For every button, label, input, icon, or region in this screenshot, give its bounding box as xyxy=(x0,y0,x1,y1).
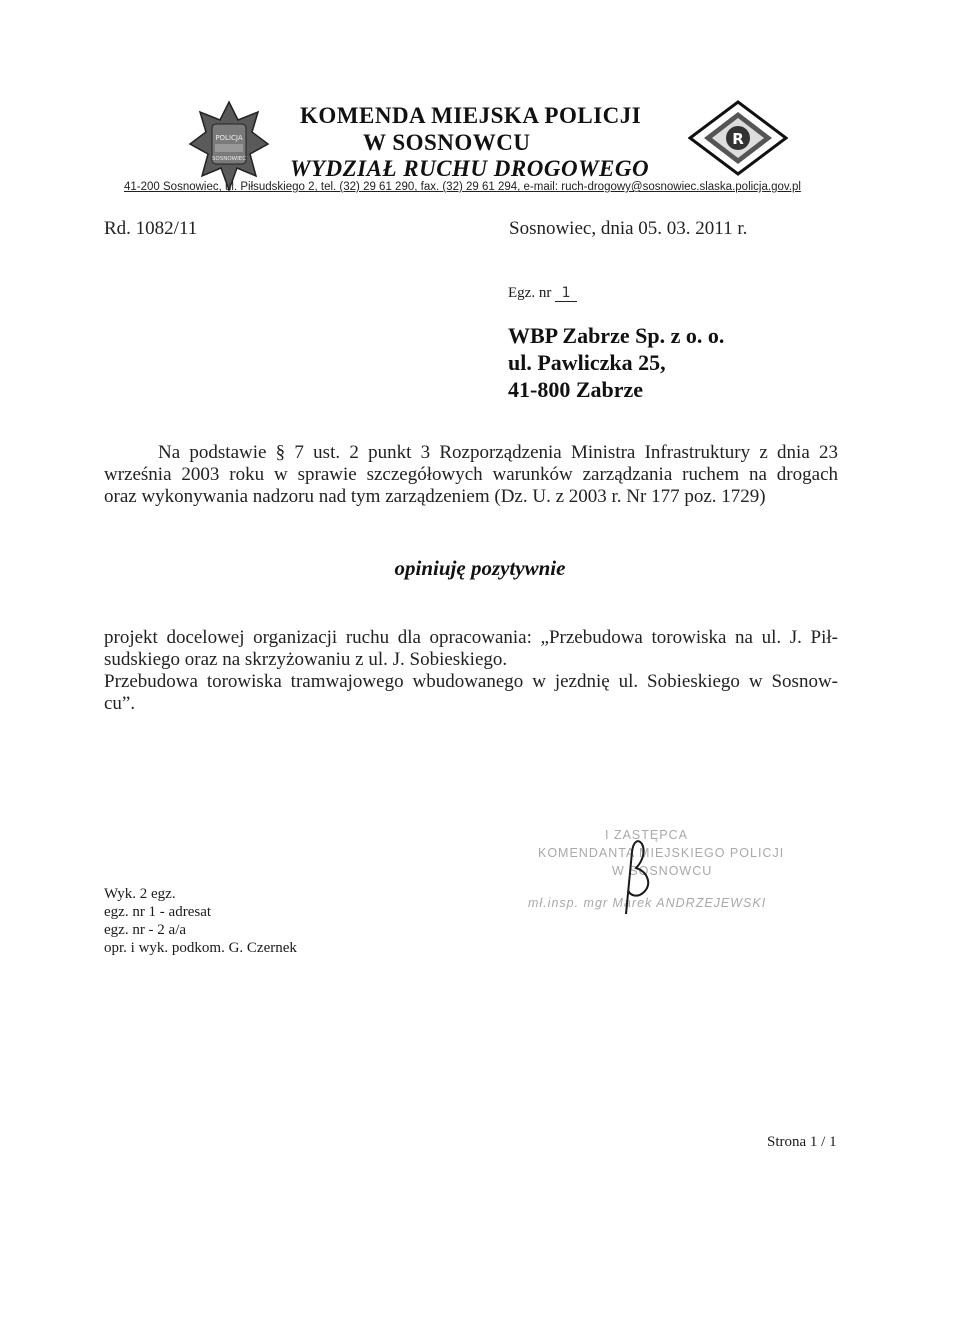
note-line: egz. nr - 2 a/a xyxy=(104,922,187,938)
paragraph-line: września 2003 roku w sprawie szczegółowych warunków zarządzania ruchem na drogach xyxy=(104,464,838,485)
header-title-line2: W SOSNOWCU xyxy=(363,130,531,155)
header-title-line3: WYDZIAŁ RUCHU DROGOWEGO xyxy=(290,156,650,181)
stamp-line3: W SOSNOWCU xyxy=(612,864,713,878)
stamp-line4: mł.insp. mgr Marek ANDRZEJEWSKI xyxy=(528,896,767,910)
decision-text: opiniuję pozytywnie xyxy=(394,556,566,580)
execution-notes xyxy=(104,885,297,957)
note-line: egz. nr 1 - adresat xyxy=(104,904,212,920)
police-badge-logo xyxy=(188,100,270,192)
stamp-line2: KOMENDANTA MIEJSKIEGO POLICJI xyxy=(538,846,785,860)
note-line: opr. i wyk. podkom. G. Czernek xyxy=(104,940,297,956)
copy-number: 1 xyxy=(555,285,577,302)
traffic-emblem-logo xyxy=(688,100,788,178)
paragraph-line: cu”. xyxy=(104,693,136,714)
header-title-line1: KOMENDA MIEJSKA POLICJI xyxy=(300,103,642,128)
paragraph-line: oraz wykonywania nadzoru nad tym zarządzeniem (Dz. U. z 2003 r. Nr 177 poz. 1729) xyxy=(104,486,766,507)
copy-number-row xyxy=(508,285,577,302)
legal-basis-paragraph xyxy=(104,442,838,508)
page-number: Strona 1 / 1 xyxy=(767,1134,837,1150)
official-stamp xyxy=(520,826,820,916)
stamp-line1: I ZASTĘPCA xyxy=(605,828,688,842)
emblem-letter: R xyxy=(732,130,744,148)
recipient-city: 41-800 Zabrze xyxy=(508,377,644,402)
signature-mark xyxy=(608,834,668,916)
reference-number: Rd. 1082/11 xyxy=(104,218,198,239)
place-date: Sosnowiec, dnia 05. 03. 2011 r. xyxy=(509,218,748,239)
paragraph-line: sudskiego oraz na skrzyżowaniu z ul. J. Sobieskiego. xyxy=(104,649,508,670)
contact-line: 41-200 Sosnowiec, ul. Piłsudskiego 2, tel. (32) 29 61 290, fax. (32) 29 61 294, e-mail: ruch-drogowy@sosnowiec.slaska.policja.gov.pl xyxy=(124,181,801,193)
paragraph-line: Przebudowa torowiska tramwajowego wbudowanego w jezdnię ul. Sobieskiego w Sosnow- xyxy=(104,671,838,692)
badge-text-bottom: SOSNOWIEC xyxy=(211,156,247,162)
recipient-name: WBP Zabrze Sp. z o. o. xyxy=(508,323,725,348)
recipient-street: ul. Pawliczka 25, xyxy=(508,350,666,375)
project-paragraph xyxy=(104,627,838,715)
copy-label: Egz. nr xyxy=(508,285,552,301)
paragraph-line: projekt docelowej organizacji ruchu dla opracowania: „Przebudowa torowiska na ul. J. Pił- xyxy=(104,627,838,648)
note-line: Wyk. 2 egz. xyxy=(104,886,176,902)
paragraph-line: Na podstawie § 7 ust. 2 punkt 3 Rozporządzenia Ministra Infrastruktury z dnia 23 xyxy=(158,442,838,463)
badge-text-top: POLICJA xyxy=(215,134,243,142)
